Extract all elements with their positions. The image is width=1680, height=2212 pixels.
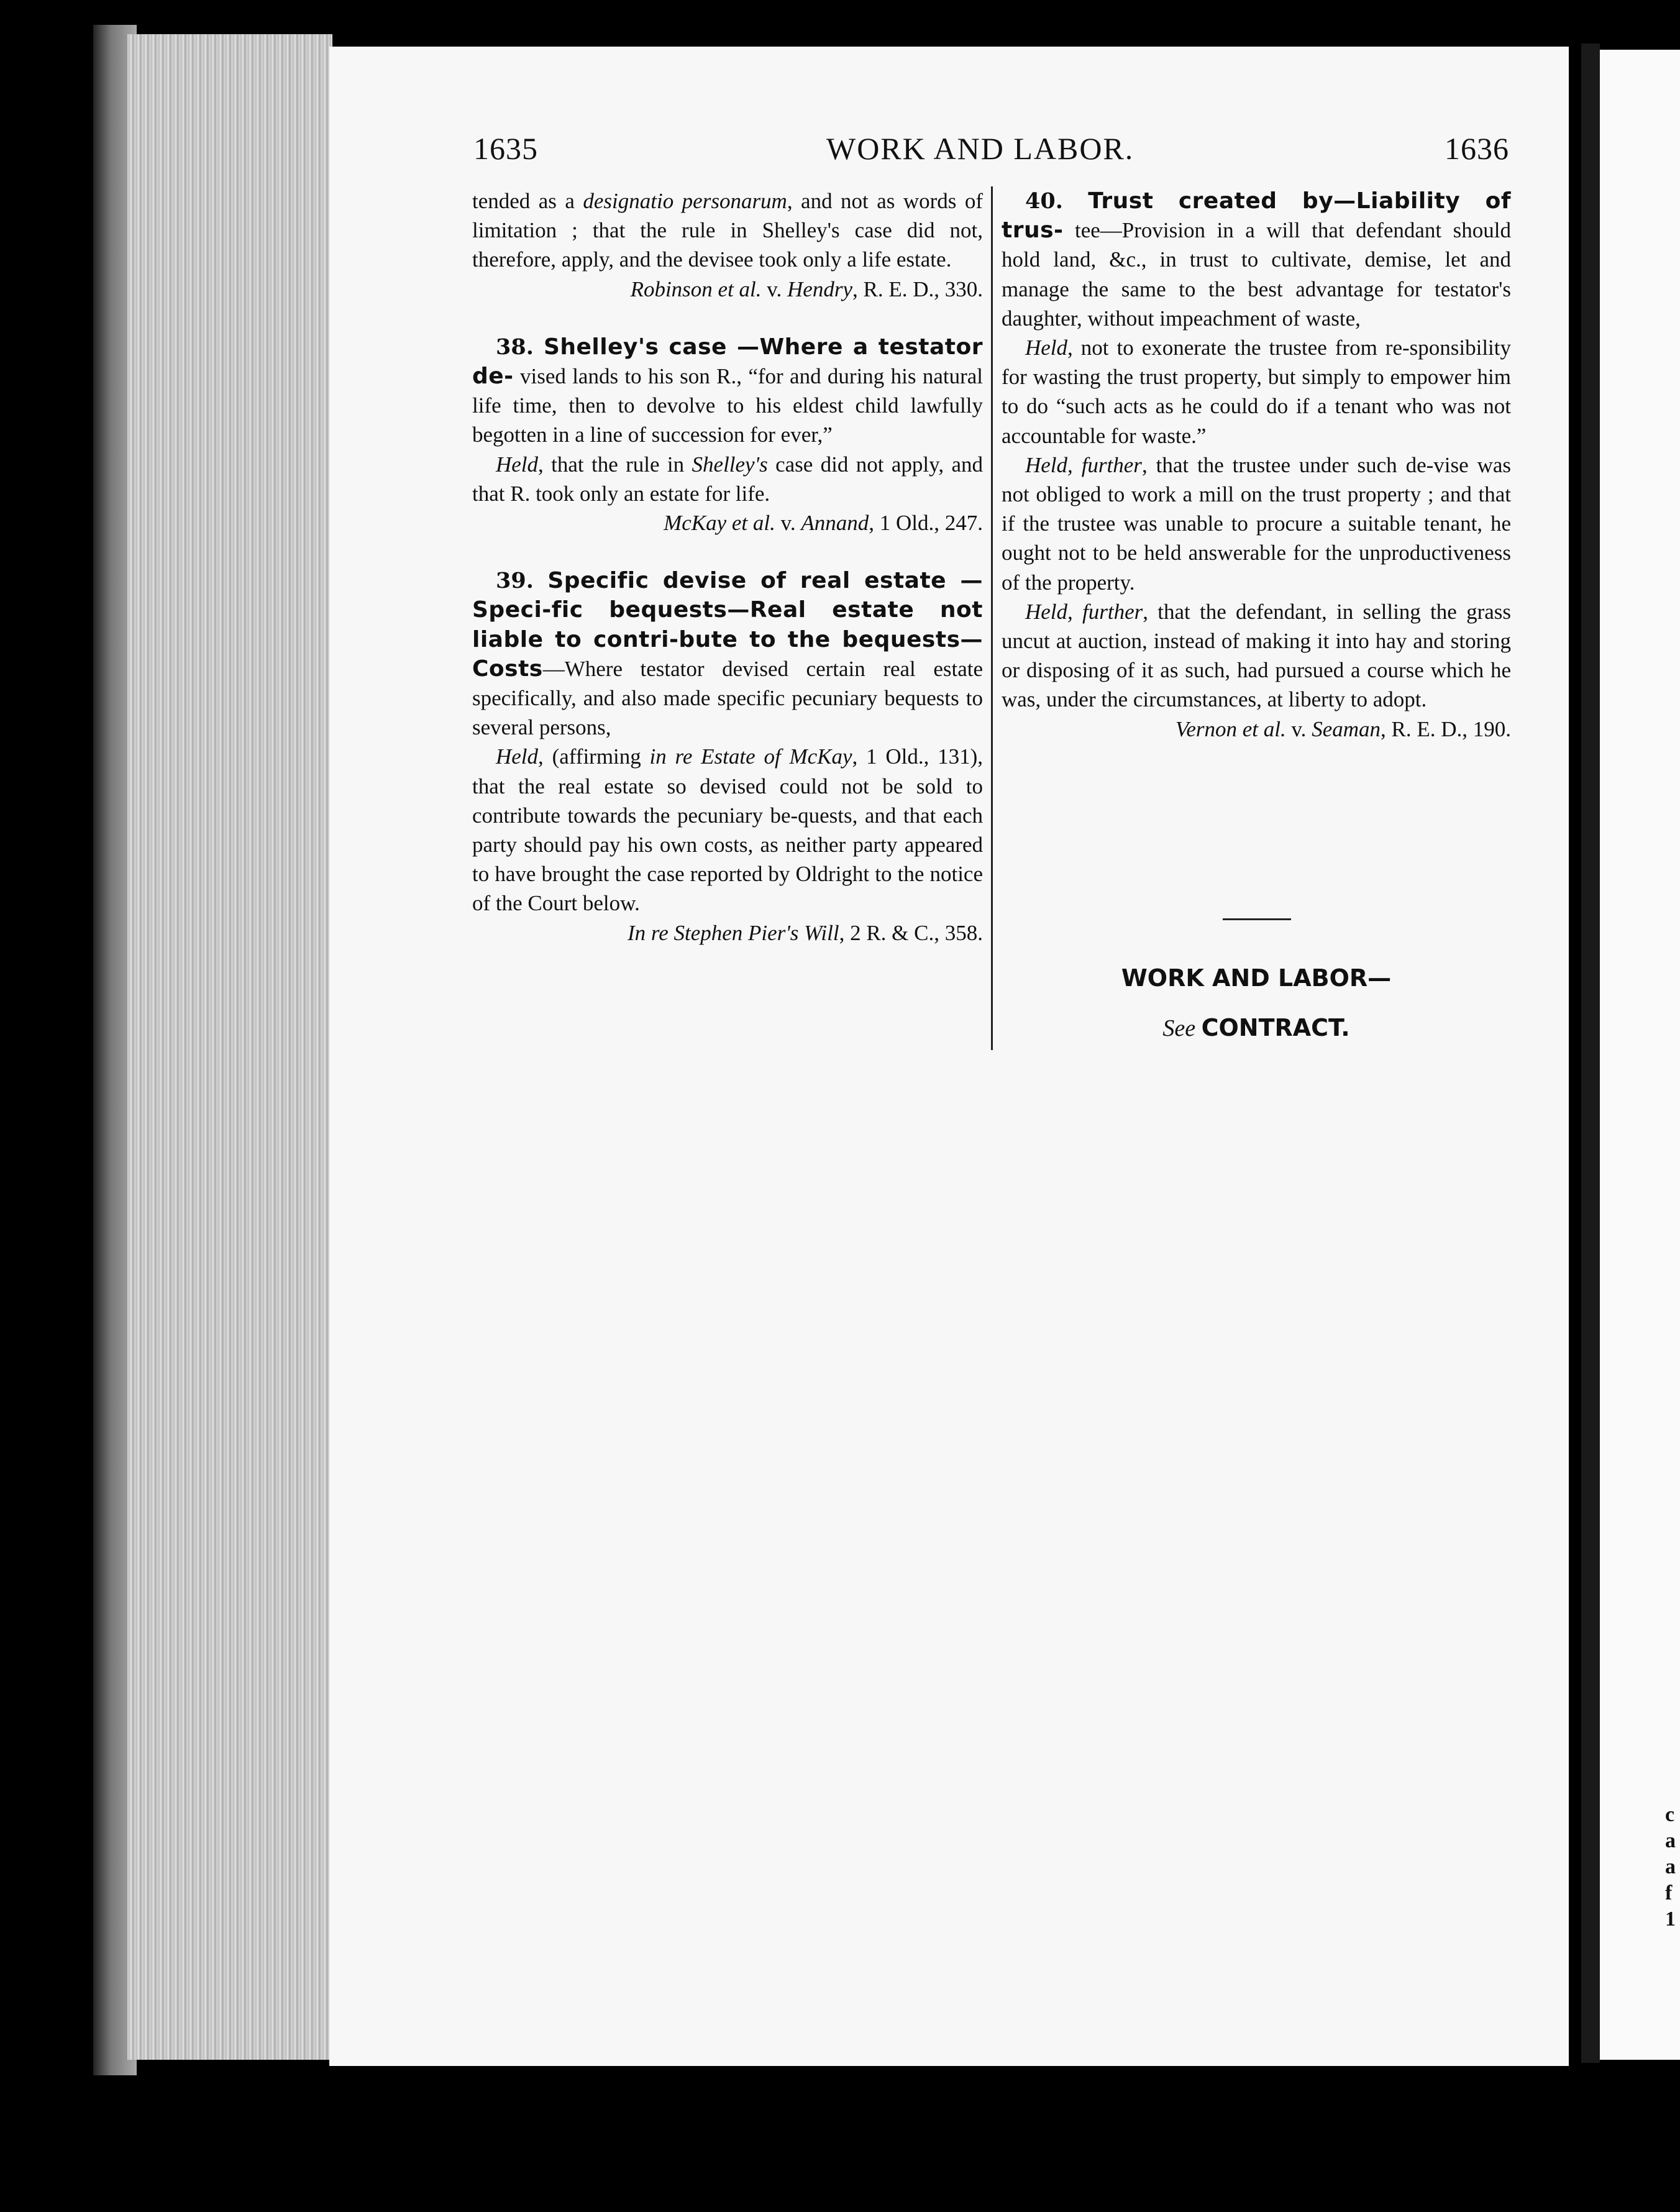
entry-body: tee—Provision in a will that defendant should hold land, &c., in trust to cultivate, demise, let and manage the same to the best advantage for testator's daughter, without impeachment of waste, [1002,218,1511,331]
text: v. [775,511,801,536]
citation-party: Robinson et al. [630,276,762,301]
cross-reference-target: CONTRACT. [1201,1014,1350,1041]
citation-reference: , R. E. D., 330. [852,276,983,301]
text: v. [1285,716,1312,741]
citation-reference: , 1 Old., 247. [869,511,983,536]
see-label: See [1162,1015,1196,1041]
citation [472,508,983,537]
adjacent-page-fragments [1665,1802,1680,1932]
right-column [1002,186,1511,744]
held-label: Held [496,452,539,477]
held-label: Held, further [1025,599,1143,624]
held-paragraph [472,742,983,918]
fragment-char: c [1665,1803,1675,1826]
citation [472,275,983,304]
text: , that the defendant, in selling the grass uncut at auction, instead of making it into hay and storing or disposing of it as such, had pursued a course which he was, under the circumstances, at liberty to adopt. [1002,599,1511,712]
entry-number: 40. [1025,188,1063,214]
continuation-paragraph [472,186,983,275]
case-name: Shelley's [692,452,768,477]
adjacent-page [1600,50,1680,2060]
book-gutter [1581,43,1600,2063]
entry-body: vised lands to his son R., “for and during his natural life time, then to devolve to his eldest child lawfully begotten in a line of succession for ever,” [472,364,983,447]
case-name: in re Estate of McKay [649,744,852,769]
entry-heading: Trust created by—Liability of trus- [1002,188,1511,244]
fragment-char: a [1665,1829,1676,1852]
left-column [472,186,983,948]
held-paragraph [1002,333,1511,450]
fragment-char: 1 [1665,1908,1676,1931]
entry-heading: Specific devise of real estate —Speci-fic bequests—Real estate not liable to contri-bute to the bequests—Costs [472,568,983,682]
held-label: Held, further [1025,452,1142,477]
section-divider [1223,918,1291,920]
text: , that the trustee under such de-vise was not obliged to work a mill on the trust property ; and that if the trustee was unable to procure a suitable tenant, he ought not to be held answerable for the unproductiveness of the property. [1002,452,1511,595]
citation-party: Vernon et al. [1175,716,1286,741]
text: , and not as words of limitation ; that the rule in Shelley's case did not, therefore, apply, and the devisee took only a life estate. [472,189,984,272]
held-paragraph [1002,597,1511,715]
right-page-number: 1636 [1445,131,1509,166]
text: , 1 Old., 131), that the real estate so devised could not be sold to contribute towards the pecuniary be-quests, and that each party should pay his own costs, as neither party appeared to have brought the case reported by Oldright to the notice of the Court below. [472,744,983,916]
column-divider [991,186,993,1050]
text: , not to exonerate the trustee from re-sponsibility for wasting the trust property, but simply to empower him to do “such acts as he could do if a tenant who was not accountable for waste.” [1002,336,1511,448]
entry-38 [472,332,983,450]
book-page-edges [127,34,332,2060]
held-label: Held [1025,336,1068,360]
entry-body: —Where testator devised certain real estate specifically, and also made specific pecuniary bequests to several persons, [472,656,983,740]
citation-party: In re Stephen Pier's Will [628,920,839,945]
text: case did not apply, and that R. took only an estate for life. [472,452,983,506]
entry-number: 38. [496,334,534,360]
fragment-char: f [1665,1881,1673,1904]
citation-party: Annand [801,511,869,536]
text: , (affirming [538,744,650,769]
citation-reference: , 2 R. & C., 358. [839,920,983,945]
latin-term: designatio personarum [583,189,787,213]
text: , that the rule in [538,452,692,477]
citation [472,918,983,948]
text: v. [761,276,788,301]
entry-heading: Shelley's case —Where a testator de- [472,334,983,390]
entry-40 [1002,186,1511,333]
citation-party: Seaman [1312,716,1381,741]
running-title: WORK AND LABOR. [826,131,1134,166]
entry-39 [472,566,983,742]
held-paragraph [472,450,983,508]
held-paragraph [1002,450,1511,597]
left-page-number: 1635 [473,131,538,166]
cross-reference-title: WORK AND LABOR— [1121,964,1392,992]
fragment-char: a [1665,1855,1676,1878]
citation-reference: , R. E. D., 190. [1381,716,1511,741]
held-label: Held [496,744,539,769]
citation-party: Hendry [787,276,852,301]
citation-party: McKay et al. [664,511,775,536]
text: tended as a [472,189,583,213]
cross-reference [1002,1014,1511,1042]
citation [1002,715,1511,744]
entry-number: 39. [496,568,534,594]
